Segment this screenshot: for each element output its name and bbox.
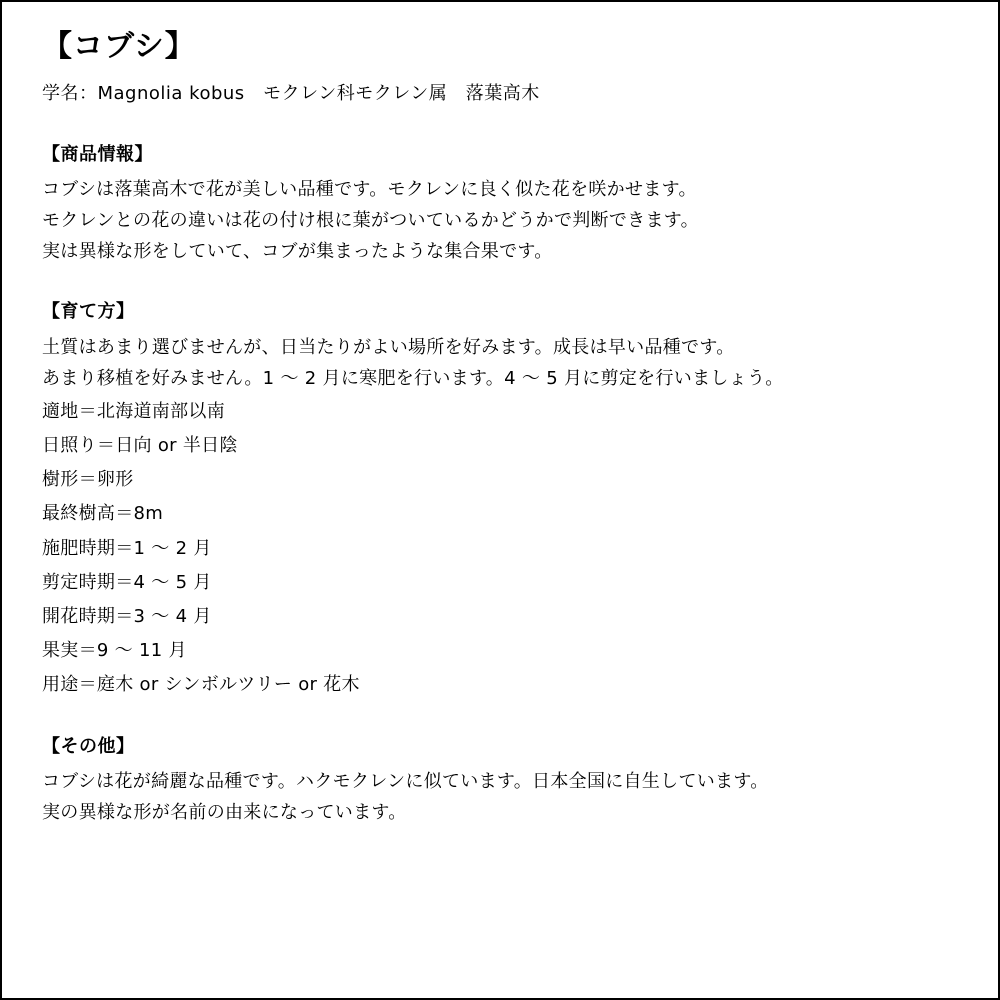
list-item: 適地＝北海道南部以南 bbox=[42, 400, 225, 422]
section-growing-guide bbox=[42, 298, 958, 702]
list-item: 樹形＝卵形 bbox=[42, 469, 134, 491]
list-item: 用途＝庭木 or シンボルツリー or 花木 bbox=[42, 674, 360, 696]
paragraph: 実は異様な形をしていて、コブが集まったような集合果です。 bbox=[42, 241, 553, 263]
scientific-name-line: 学名：Magnolia kobus モクレン科モクレン属 落葉高木 bbox=[42, 82, 540, 104]
paragraph: 土質はあまり選びませんが、日当たりがよい場所を好みます。成長は早い品種です。 bbox=[42, 336, 735, 358]
list-item: 日照り＝日向 or 半日陰 bbox=[42, 435, 238, 457]
spec-list bbox=[42, 395, 958, 703]
section-other bbox=[42, 733, 958, 830]
paragraph: コブシは花が綺麗な品種です。ハクモクレンに似ています。日本全国に自生しています。 bbox=[42, 771, 769, 793]
section-heading: 【その他】 bbox=[42, 735, 135, 757]
section-heading: 【商品情報】 bbox=[42, 143, 153, 165]
list-item: 最終樹高＝8m bbox=[42, 503, 164, 525]
list-item: 施肥時期＝1 〜 2 月 bbox=[42, 537, 212, 559]
page-title: 【コブシ】 bbox=[42, 29, 196, 64]
list-item: 開花時期＝3 〜 4 月 bbox=[42, 605, 212, 627]
paragraph: 実の異様な形が名前の由来になっています。 bbox=[42, 802, 407, 824]
paragraph: あまり移植を好みません。1 〜 2 月に寒肥を行います。4 〜 5 月に剪定を行いましょう。 bbox=[42, 367, 784, 389]
section-heading: 【育て方】 bbox=[42, 301, 135, 323]
list-item: 果実＝9 〜 11 月 bbox=[42, 640, 187, 662]
paragraph: コブシは落葉高木で花が美しい品種です。モクレンに良く似た花を咲かせます。 bbox=[42, 179, 697, 201]
paragraph: モクレンとの花の違いは花の付け根に葉がついているかどうかで判断できます。 bbox=[42, 210, 699, 232]
section-product-info bbox=[42, 141, 958, 269]
list-item: 剪定時期＝4 〜 5 月 bbox=[42, 571, 212, 593]
